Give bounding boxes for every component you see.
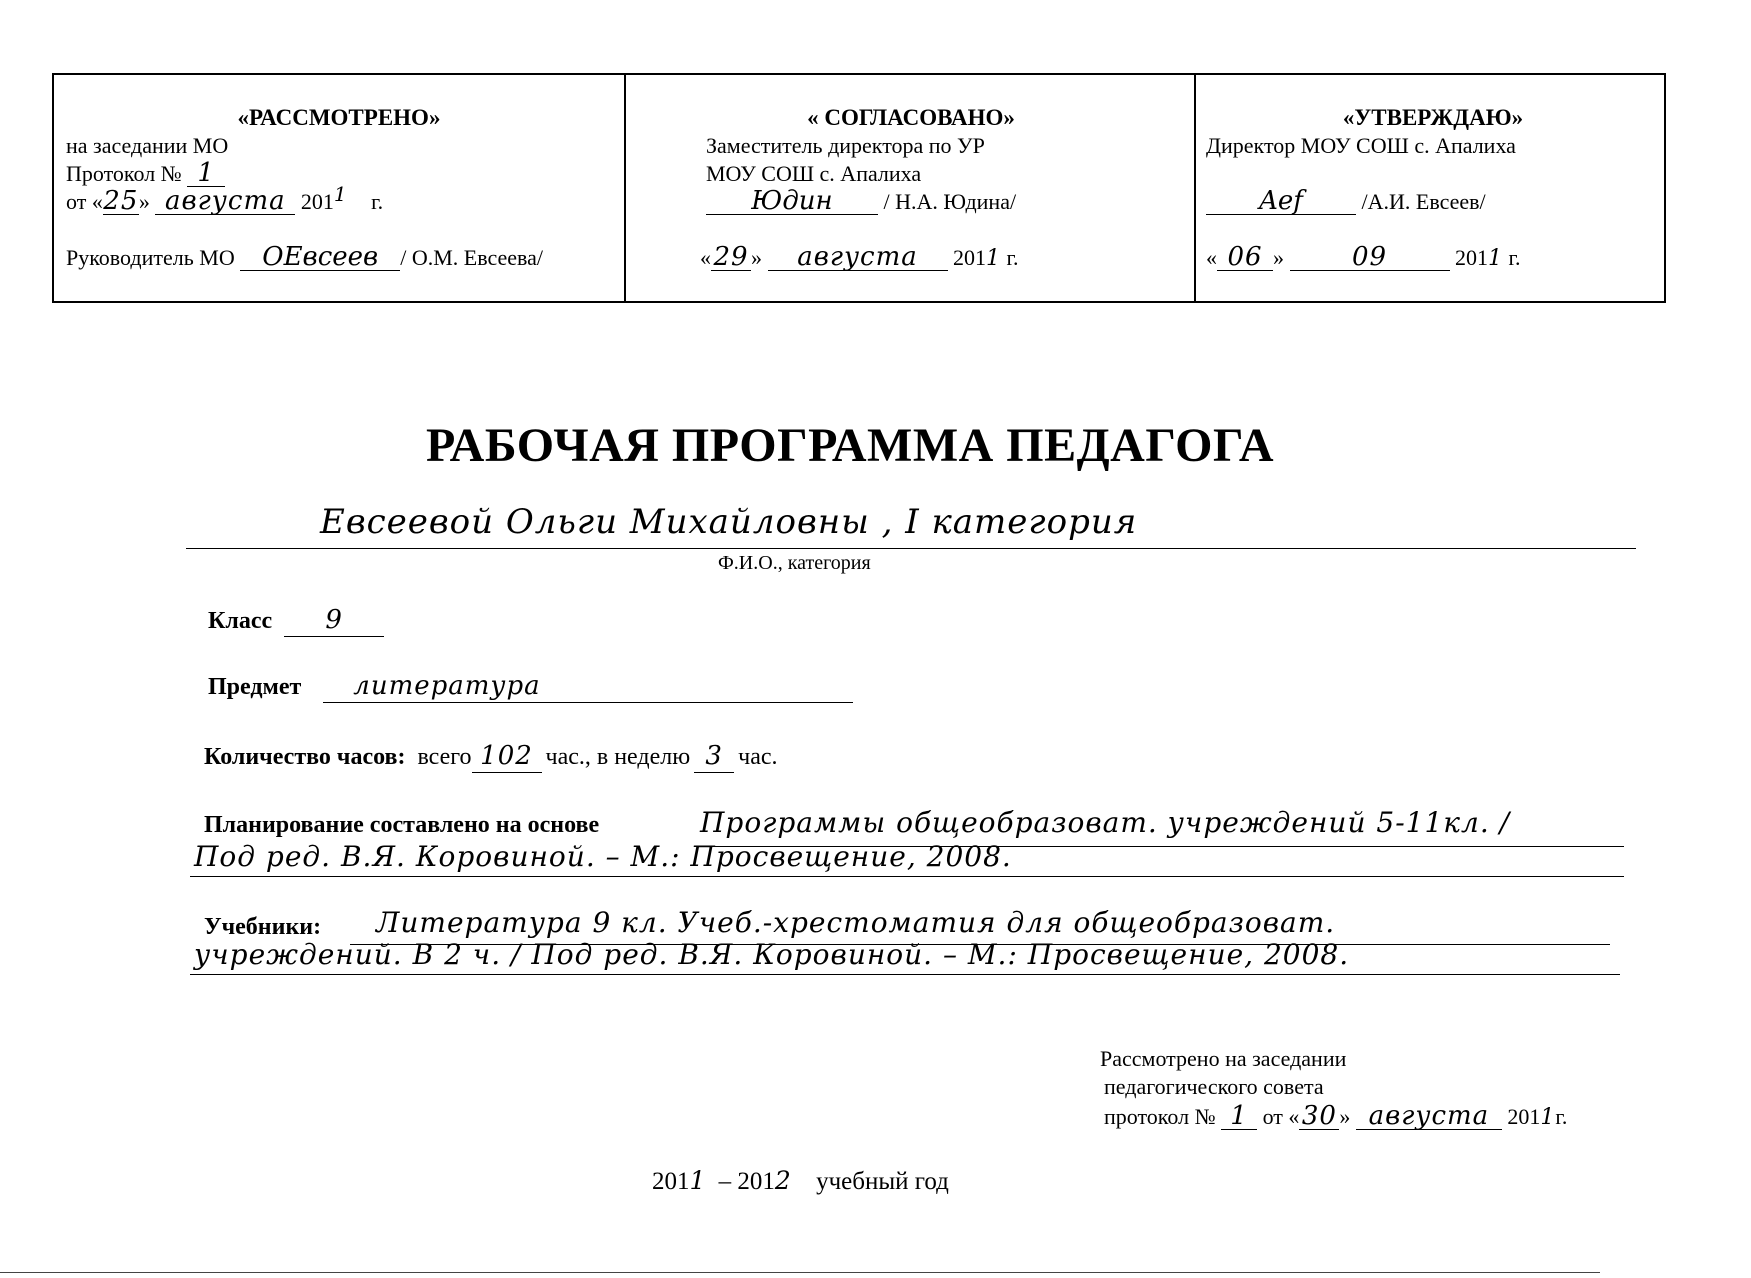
- basis-row: [204, 812, 599, 839]
- hours-total-suffix: час., в неделю: [545, 744, 691, 770]
- approved-position: Директор МОУ СОШ с. Апалиха: [1206, 133, 1516, 158]
- year-end-suffix: 2: [774, 1166, 792, 1195]
- council-month-field: [1356, 1101, 1502, 1131]
- hours-total: 102: [480, 741, 533, 771]
- day-close: »: [138, 189, 150, 214]
- considered-date-line: [66, 182, 384, 216]
- day-value: 29: [713, 242, 749, 272]
- approved-cell: [1194, 75, 1664, 301]
- basis-value-2: Под ред. В.Я. Коровиной. – М.: Просвещение, 2008.: [194, 840, 1012, 873]
- day-close: »: [1273, 245, 1284, 270]
- considered-heading: «РАССМОТРЕНО»: [237, 105, 441, 130]
- council-date-prefix: от «: [1262, 1104, 1300, 1129]
- subject-field: [323, 671, 853, 703]
- approved-date-line: [1206, 242, 1521, 272]
- teacher-value: Евсеевой Ольги Михайловны , I категория: [320, 502, 1138, 542]
- signature-icon: Юдин: [751, 186, 833, 216]
- day-value: 25: [103, 186, 139, 216]
- protocol-number: 1: [197, 158, 215, 188]
- month-value: августа: [165, 186, 286, 216]
- basis-label: Планирование составлено на основе: [204, 812, 600, 838]
- council-day-close: »: [1339, 1104, 1351, 1129]
- signature-icon: Aef: [1259, 186, 1303, 216]
- council-day-field: [1299, 1101, 1339, 1131]
- subject-value: литература: [353, 671, 541, 701]
- school-year: [652, 1166, 949, 1196]
- day-field: [1217, 242, 1273, 272]
- council-protocol-field: [1221, 1101, 1257, 1131]
- hours-label: Количество часов:: [204, 744, 406, 770]
- council-line-2: педагогического совета: [1104, 1074, 1324, 1099]
- subject-label: Предмет: [208, 674, 302, 700]
- hours-total-field: [472, 741, 542, 773]
- agreed-date-line: [700, 242, 1019, 272]
- month-field: [155, 186, 295, 216]
- hours-weekly: 3: [705, 741, 723, 771]
- page-title: РАБОЧАЯ ПРОГРАММА ПЕДАГОГА: [425, 419, 1274, 472]
- signature-field: [706, 186, 878, 216]
- date-open: «: [1206, 245, 1217, 270]
- approved-heading: «УТВЕРЖДАЮ»: [1342, 105, 1524, 130]
- approval-table: [52, 73, 1666, 303]
- textbooks-value-1: Литература 9 кл. Учеб.-хрестоматия для общеобразоват.: [376, 906, 1336, 939]
- hours-row: [204, 741, 778, 773]
- basis-underline-2: [190, 876, 1624, 877]
- teacher-caption: Ф.И.О., категория: [718, 552, 871, 574]
- council-protocol-label: протокол №: [1104, 1104, 1216, 1129]
- council-year-unit: г.: [1555, 1104, 1568, 1129]
- year-dash: – 201: [718, 1168, 775, 1195]
- agreed-school: МОУ СОШ с. Апалиха: [706, 161, 922, 186]
- month-field: [768, 242, 948, 272]
- day-value: 06: [1227, 242, 1263, 272]
- year-suffix: 1: [986, 246, 1001, 271]
- class-field: [284, 605, 384, 637]
- teacher-underline: [186, 548, 1636, 549]
- year-unit: г.: [1508, 245, 1521, 270]
- considered-meeting: на заседании МО: [66, 133, 229, 158]
- class-value: 9: [325, 605, 343, 635]
- year-prefix: 201: [1455, 245, 1488, 270]
- agreed-name: / Н.А. Юдина/: [883, 189, 1017, 214]
- class-label: Класс: [208, 608, 273, 634]
- head-name: / О.М. Евсеева/: [400, 245, 544, 270]
- year-start-suffix: 1: [689, 1166, 707, 1195]
- date-prefix: от «: [66, 189, 103, 214]
- approved-name: /А.И. Евсеев/: [1361, 189, 1486, 214]
- textbooks-value-2: учреждений. В 2 ч. / Под ред. В.Я. Коровиной. – М.: Просвещение, 2008.: [194, 938, 1350, 971]
- signature-field: [1206, 186, 1356, 216]
- year-unit: г.: [371, 189, 384, 214]
- day-field: [103, 186, 139, 216]
- council-protocol-line: [1104, 1101, 1568, 1131]
- approved-signature-line: [1206, 186, 1486, 216]
- protocol-label: Протокол №: [66, 161, 182, 186]
- month-value: 09: [1351, 242, 1388, 272]
- agreed-cell: [624, 75, 1194, 301]
- considered-head-line: [66, 242, 544, 272]
- council-month: августа: [1368, 1101, 1490, 1131]
- date-open: «: [700, 245, 711, 270]
- council-day: 30: [1301, 1101, 1337, 1131]
- day-close: »: [751, 245, 762, 270]
- textbooks-row: [204, 914, 321, 941]
- considered-protocol-line: [66, 158, 225, 188]
- year-prefix: 201: [300, 189, 334, 214]
- subject-row: [208, 671, 853, 703]
- signature-icon: OEвсеев: [262, 242, 379, 272]
- council-year-suffix: 1: [1540, 1105, 1556, 1130]
- agreed-signature-line: [706, 186, 1017, 216]
- considered-cell: [54, 75, 624, 301]
- year-prefix: 201: [953, 245, 986, 270]
- year-suffix: 1: [1488, 246, 1503, 271]
- scan-edge-line: [0, 1272, 1600, 1273]
- protocol-number-field: [187, 158, 225, 188]
- council-protocol-number: 1: [1230, 1101, 1248, 1131]
- month-field: [1290, 242, 1450, 272]
- textbooks-label: Учебники:: [204, 914, 322, 940]
- year-unit: г.: [1006, 245, 1019, 270]
- year-suffix: 1: [333, 182, 348, 206]
- day-field: [711, 242, 751, 272]
- textbooks-underline-2: [190, 974, 1620, 975]
- agreed-position: Заместитель директора по УР: [706, 133, 985, 158]
- class-row: [208, 605, 384, 637]
- hours-total-prefix: всего: [417, 744, 472, 770]
- agreed-heading: « СОГЛАСОВАНО»: [807, 105, 1015, 130]
- council-year-prefix: 201: [1507, 1104, 1541, 1129]
- head-label: Руководитель МО: [66, 245, 235, 270]
- school-year-label: учебный год: [816, 1168, 949, 1195]
- basis-value-1: Программы общеобразоват. учреждений 5-11кл. /: [700, 806, 1511, 839]
- year-start-prefix: 201: [652, 1168, 690, 1195]
- hours-weekly-suffix: час.: [738, 744, 778, 770]
- council-line-1: Рассмотрено на заседании: [1100, 1046, 1347, 1071]
- signature-field: [240, 242, 400, 272]
- month-value: августа: [797, 242, 918, 272]
- hours-weekly-field: [694, 741, 734, 773]
